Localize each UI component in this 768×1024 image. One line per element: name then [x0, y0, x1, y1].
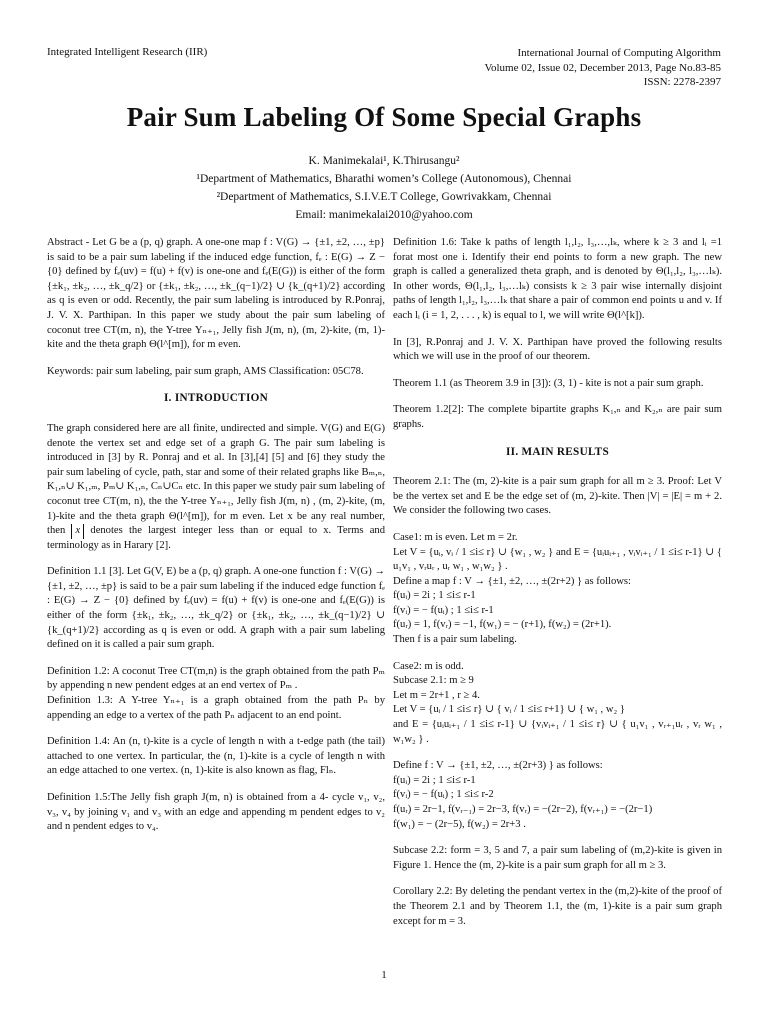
- journal-left-header: Integrated Intelligent Research (IIR): [47, 46, 208, 58]
- theorem-1-1: Theorem 1.1 (as Theorem 3.9 in [3]): (3, 1) - kite is not a pair sum graph.: [393, 377, 704, 389]
- subcase-2-2: Subcase 2.2: form = 3, 5 and 7, a pair sum labeling of (m,2)-kite is given in Figure 1. Hence the (m, 2)-kite is a pair sum graph for all m ≥ 3.: [393, 845, 722, 871]
- theorem-1-2: Theorem 1.2[2]: The complete bipartite graphs K₁,ₙ and K₂,ₙ are pair sum graphs.: [393, 404, 722, 430]
- intro-text-a: The graph considered here are all finite, undirected and simple. V(G) and E(G) denote the vertex set and edge set of a graph G. The pair sum labeling is introduced in [3] by R. Ponraj and et al. In [3],[4] [5] and [6] they study the pair sum labeling of cycle, path, star and some of their related graphs like Bₘ,ₙ, K₁,ₙ∪ K₁,ₘ, Pₘ∪ K₁,ₙ, Cₙ∪Cₙ etc. In this paper we study pair sum labeling of coconut tree CT(m, n), the the Y-tree Yₙ₊₁, Jelly fish J(m, n) , (m, 2)-kite, (m, 1)-kite and the theta graph Θ(l^[m]), for m even. Let x be any real number, then: [47, 422, 385, 537]
- case-2-line: and E = {uᵢuᵢ₊₁ / 1 ≤i≤ r-1} ∪ {vᵢvᵢ₊₁ / 1 ≤i≤ r} ∪ { u₁v₁ , vᵣ₊₁uᵣ , vᵣ w₁ , w₁w₂ } .: [393, 719, 722, 745]
- intro-text-b: denotes the largest integer less than or equal to x. Terms and terminology as in Harary [2].: [47, 525, 385, 551]
- definition-1-3: Definition 1.3: A Y-tree Yₙ₊₁ is a graph obtained from the path Pₙ by appending an edge to a vertex of the path Pₙ adjacent to an end point.: [47, 695, 385, 721]
- case-1-line: Define a map f : V → {±1, ±2, …, ±(2r+2) } as follows:: [393, 575, 631, 587]
- case-2-def-line: Define f : V → {±1, ±2, …, ±(2r+3) } as follows:: [393, 760, 603, 772]
- case-1: [393, 531, 722, 648]
- author-block: [0, 152, 768, 224]
- author-email: Email: manimekalai2010@yahoo.com: [295, 209, 473, 221]
- intro-paragraph: [47, 422, 385, 553]
- definition-1-5: Definition 1.5:The Jelly fish graph J(m, n) is obtained from a 4- cycle v₁, v₂, v₃, v₄ by joining v₁ and v₃ with an edge and appending m pendent edges to v₂ and n pendent edges to v₄.: [47, 792, 385, 833]
- case-1-line: f(uᵢ) = 2i ; 1 ≤i≤ r-1: [393, 590, 476, 602]
- paper-title: Pair Sum Labeling Of Some Special Graphs: [126, 102, 642, 132]
- affiliation-1: ¹Department of Mathematics, Bharathi women’s College (Autonomous), Chennai: [196, 173, 572, 185]
- definition-1-2: Definition 1.2: A coconut Tree CT(m,n) is the graph obtained from the path Pₘ by appending n new pendent edges at an end vertex of Pₘ .: [47, 665, 385, 692]
- case-2-def-line: f(w₁) = − (2r−5), f(w₂) = 2r+3 .: [393, 818, 526, 830]
- case-1-line: Let V = {uᵢ, vᵢ / 1 ≤i≤ r} ∪ {w₁ , w₂ } and E = {uᵢuᵢ₊₁ , vᵢvᵢ₊₁ / 1 ≤i≤ r-1} ∪ { u₁v₁ , vᵣuᵣ , uᵣ w₁ , w₁w₂ } .: [393, 546, 722, 573]
- affiliation-2: ²Department of Mathematics, S.I.V.E.T College, Gowrivakkam, Chennai: [216, 191, 552, 203]
- case-2-definition: [393, 759, 722, 832]
- definition-1-4: Definition 1.4: An (n, t)-kite is a cycle of length n with a t-edge path (the tail) attached to one vertex. In particular, the (n, 1)-kite is a cycle of length n with an edge attached to one vertex. (n, 1)-kite is also known as flag, Flₙ.: [47, 736, 385, 777]
- journal-issn: ISSN: 2278-2397: [643, 76, 721, 88]
- case-2-def-line: f(uᵣ) = 2r−1, f(vᵣ₋₁) = 2r−3, f(vᵣ) = −(2r−2), f(vᵣ₊₁) = −(2r−1): [393, 804, 653, 815]
- definition-1-6: Definition 1.6: Take k paths of length l₁,l₂, l₃,…,lₖ, where k ≥ 3 and lᵢ =1 forat most one i. Identify their end points to form a new graph. The new graph is called a generalized theta graph, and is denoted by Θ(l₁,l₂, l₃,…lₖ). In other words, Θ(l₁,l₂, l₃,…lₖ) consists k ≥ 3 pair wise internally disjoint paths of length l₁,l₂, l₃,…lₖ that share a pair of common end points u and v. If each lᵢ (i = 1, 2, . . . , k) is equal to l, we will write Θ(l^[k]).: [393, 237, 722, 321]
- case-1-line: Then f is a pair sum labeling.: [393, 634, 517, 646]
- abstract: Abstract - Let G be a (p, q) graph. A one-one map f : V(G) → {±1, ±2, …, ±p} is said to be a pair sum labeling if the induced edge function, fₑ : E(G) → Z − {0} defined by fₑ(uv) = f(u) + f(v) is one-one and fₑ(E(G)) is either of the form {±k₁, ±k₂, …, ±k_q/2} or {±k₁, ±k₂, …, ±k_(q−1)/2} ∪ {k_(q+1)/2} according as q is even or odd. Recently, the pair sum labeling is introduced by R.Ponraj, J. V. X. Parthipan. In this paper we study about the pair sum labeling of coconut tree CT(m, n), the Y-tree Yₙ₊₁, Jelly fish J(m, n), (m, 2)-kite, (m, 1)-kite and the theta graph Θ(l^[m]), for m even.: [47, 237, 385, 351]
- floor-symbol: x: [71, 524, 84, 539]
- section-introduction-heading: I. INTRODUCTION: [164, 392, 268, 405]
- page-number: 1: [381, 969, 387, 981]
- author-names: K. Manimekalai¹, K.Thirusangu²: [308, 155, 460, 167]
- left-column: [47, 236, 385, 847]
- journal-right-header: [484, 46, 721, 90]
- definition-1-1: Definition 1.1 [3]. Let G(V, E) be a (p, q) graph. A one-one function f : V(G) → {±1, ±2, …, ±p} is said to be a pair sum labeling if the induced edge function fₑ : E(G) → Z − {0} defined by fₑ(uv) = f(u) + f(v) is one-one and fₑ(E(G)) is either of the form {±k₁, ±k₂, …, ±k_q/2} or {±k₁, ±k₂, …, ±k_(q−1)/2} ∪ {k_(q+1)/2} according as q is even or odd. A graph with a pair sum labeling defined on it is called a pair sum graph.: [47, 566, 385, 651]
- theorem-2-1: Theorem 2.1: The (m, 2)-kite is a pair sum graph for all m ≥ 3. Proof: Let V be the vertex set and E be the edge set of (m, 2)-kite. Then |V| = |E| = m + 2. We consider the following two cases.: [393, 476, 722, 517]
- corollary-2-2: Corollary 2.2: By deleting the pendant vertex in the (m,2)-kite of the proof of the Theorem 2.1 and by Theorem 1.1, the (m, 1)-kite is a pair sum graph except for m = 3.: [393, 886, 722, 927]
- case-1-line: Case1: m is even. Let m = 2r.: [393, 531, 518, 543]
- journal-volume: Volume 02, Issue 02, December 2013, Page No.83-85: [484, 61, 721, 74]
- case-2-line: Let m = 2r+1 , r ≥ 4.: [393, 689, 480, 701]
- previous-results: In [3], R.Ponraj and J. V. X. Parthipan have proved the following results which we will use in the proof of our theorem.: [393, 336, 722, 363]
- section-main-results-heading: II. MAIN RESULTS: [506, 445, 609, 458]
- case-1-line: f(vᵢ) = − f(uᵢ) ; 1 ≤i≤ r-1: [393, 604, 494, 616]
- journal-name: International Journal of Computing Algorithm: [517, 47, 721, 59]
- case-1-line: f(uᵣ) = 1, f(vᵣ) = −1, f(w₁) = − (r+1), f(w₂) = (2r+1).: [393, 619, 612, 631]
- case-2-line: Case2: m is odd.: [393, 660, 464, 672]
- right-column: [393, 236, 722, 941]
- case-2-line: Subcase 2.1: m ≥ 9: [393, 675, 474, 687]
- case-2-line: Let V = {uᵢ / 1 ≤i≤ r} ∪ { vᵢ / 1 ≤i≤ r+1} ∪ { w₁ , w₂ }: [393, 704, 625, 716]
- case-2-def-line: f(vᵢ) = − f(uᵢ) ; 1 ≤i≤ r-2: [393, 789, 494, 801]
- case-2: [393, 660, 722, 748]
- keywords: Keywords: pair sum labeling, pair sum graph, AMS Classification: 05C78.: [47, 365, 364, 377]
- case-2-def-line: f(uᵢ) = 2i ; 1 ≤i≤ r-1: [393, 774, 476, 786]
